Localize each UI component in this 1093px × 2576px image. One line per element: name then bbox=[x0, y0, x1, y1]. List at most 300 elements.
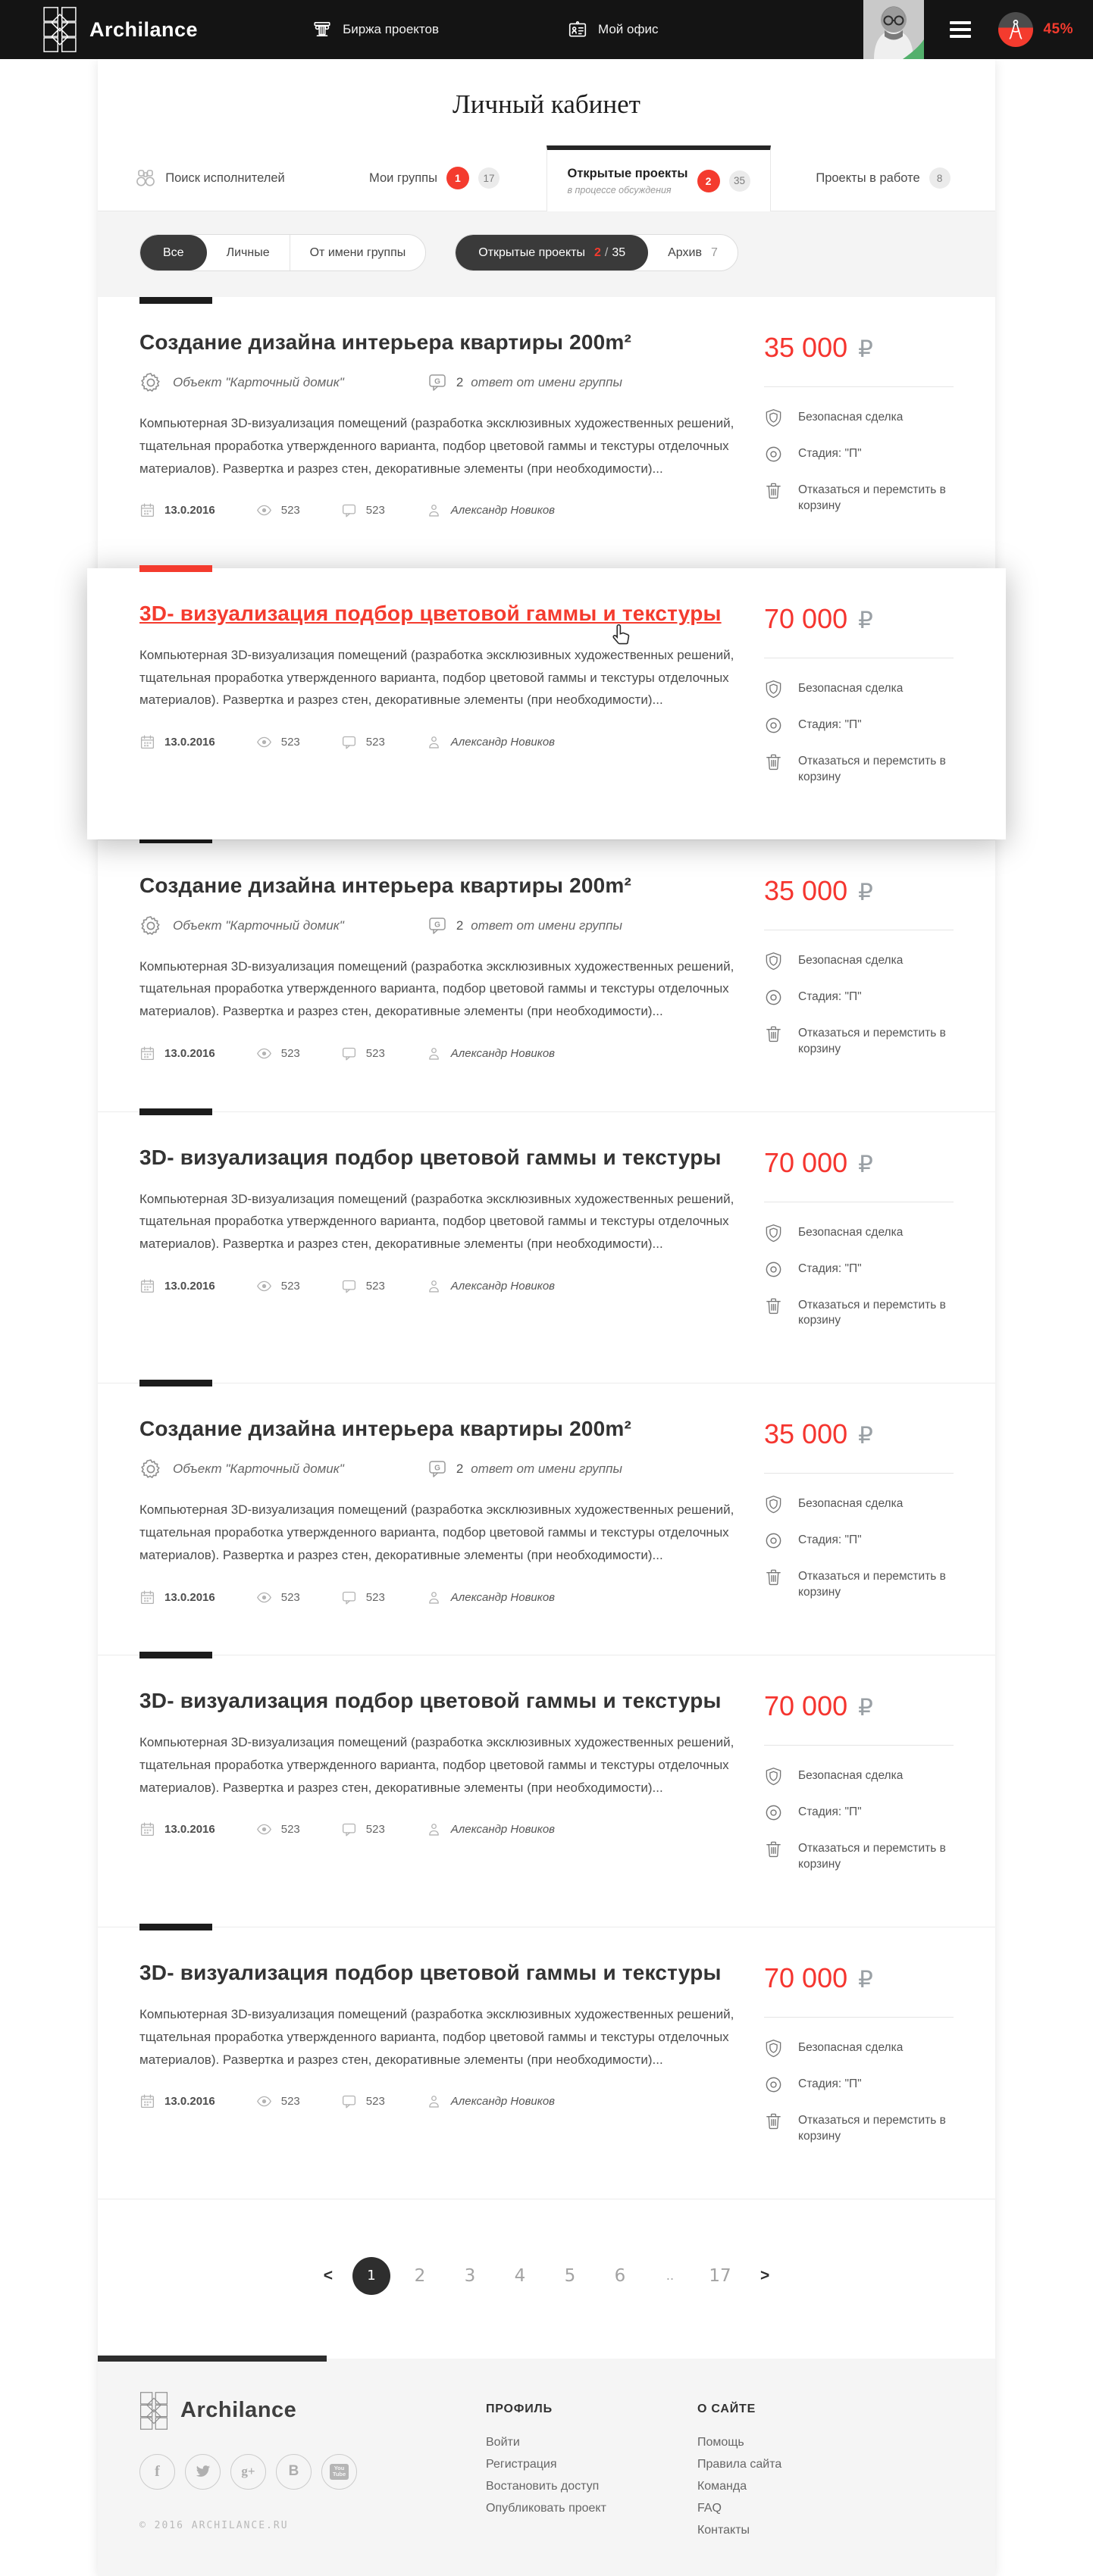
meta-comments bbox=[341, 2093, 385, 2109]
project-card bbox=[98, 1383, 995, 1655]
price bbox=[764, 1962, 954, 1994]
project-description: Компьютерная 3D-визуализация помещений (разработка эксклюзивных художественных решений, тщательная проработка утвержденного варианта, подбор цветовой гаммы и текстуры отделочных материалов). Развертка и разрез стен, декоративные элементы (при необходимости)... bbox=[139, 2007, 734, 2067]
meta-author[interactable] bbox=[426, 1590, 555, 1605]
pagination-ellipsis: .. bbox=[666, 2268, 675, 2284]
card-body bbox=[139, 602, 954, 803]
pagination-page-1[interactable]: 1 bbox=[352, 2257, 390, 2295]
filter-open-projects[interactable] bbox=[456, 235, 648, 270]
meta-date bbox=[139, 2093, 215, 2109]
footer-link bbox=[697, 2436, 781, 2449]
meta-comments bbox=[341, 734, 385, 750]
ruble-sign: ₽ bbox=[858, 606, 873, 633]
card-main bbox=[139, 330, 764, 532]
footer-link-anchor[interactable]: Войти bbox=[486, 2435, 520, 2449]
meta-comments bbox=[341, 1278, 385, 1294]
page-container bbox=[98, 59, 995, 2576]
compass-icon bbox=[1006, 19, 1026, 40]
reply-label: ответ от имени группы bbox=[471, 1462, 622, 1477]
ruble-sign: ₽ bbox=[858, 1150, 873, 1177]
stage[interactable] bbox=[764, 2075, 954, 2094]
card-main bbox=[139, 874, 764, 1075]
meta-date bbox=[139, 1821, 215, 1837]
gear-icon bbox=[139, 914, 162, 937]
nav-my-office[interactable] bbox=[568, 20, 658, 39]
footer-link-anchor[interactable]: Помощь bbox=[697, 2435, 744, 2449]
price bbox=[764, 332, 954, 364]
profile-progress-badge[interactable] bbox=[998, 12, 1033, 47]
reply-count: 2 bbox=[456, 918, 464, 933]
safe-deal-label: Безопасная сделка bbox=[798, 1497, 904, 1511]
card-accent-dash bbox=[139, 1924, 212, 1930]
project-description: Компьютерная 3D-визуализация помещений (разработка эксклюзивных художественных решений, тщательная проработка утвержденного варианта, подбор цветовой гаммы и текстуры отделочных материалов). Развертка и разрез стен, декоративные элементы (при необходимости)... bbox=[139, 647, 734, 708]
author-name: Александр Новиков bbox=[450, 1590, 556, 1604]
footer-link-anchor[interactable]: Востановить доступ bbox=[486, 2479, 600, 2493]
author-name: Александр Новиков bbox=[450, 736, 556, 749]
author-name: Александр Новиков bbox=[450, 504, 556, 517]
safe-deal[interactable] bbox=[764, 408, 954, 427]
person-icon bbox=[426, 1821, 442, 1837]
discard-to-trash[interactable] bbox=[764, 481, 954, 514]
avatar-photo bbox=[863, 0, 924, 59]
calendar-icon bbox=[139, 734, 155, 750]
tab-my-groups[interactable] bbox=[322, 145, 546, 211]
filter-archive[interactable] bbox=[648, 235, 738, 270]
stage[interactable] bbox=[764, 1531, 954, 1550]
total-count-badge: 35 bbox=[729, 170, 750, 192]
google-plus-icon[interactable]: g+ bbox=[230, 2454, 266, 2490]
eye-icon bbox=[256, 1590, 272, 1605]
safe-deal[interactable] bbox=[764, 2039, 954, 2058]
archive-count: 7 bbox=[710, 245, 718, 259]
safe-deal-label: Безопасная сделка bbox=[798, 2041, 904, 2055]
safe-deal-label: Безопасная сделка bbox=[798, 681, 904, 695]
filter-label: Архив bbox=[668, 245, 702, 259]
footer-link-anchor[interactable]: Контакты bbox=[697, 2523, 750, 2537]
card-main bbox=[139, 1417, 764, 1618]
comments-value: 523 bbox=[365, 736, 385, 749]
card-main bbox=[139, 1689, 764, 1890]
column-icon bbox=[312, 20, 332, 39]
project-title[interactable]: 3D- визуализация подбор цветовой гаммы и текстуры bbox=[139, 1145, 722, 1169]
tab-label-group bbox=[567, 167, 687, 195]
filter-bar bbox=[98, 211, 995, 297]
meta-author[interactable] bbox=[426, 1046, 555, 1061]
stage-target-icon bbox=[764, 716, 783, 735]
footer-link-anchor[interactable]: Регистрация bbox=[486, 2457, 557, 2471]
comments-value: 523 bbox=[365, 1590, 385, 1604]
stage[interactable] bbox=[764, 1803, 954, 1822]
discard-label: Отказаться и перемстить в корзину bbox=[798, 2114, 946, 2143]
trash-icon bbox=[764, 2112, 783, 2131]
behance-icon[interactable]: B bbox=[276, 2454, 312, 2490]
menu-burger-icon[interactable] bbox=[950, 17, 971, 42]
status-filter-group bbox=[455, 234, 738, 271]
meta-author[interactable] bbox=[426, 1278, 555, 1294]
footer-column-title: О САЙТЕ bbox=[697, 2402, 756, 2415]
author-name: Александр Новиков bbox=[450, 1823, 556, 1837]
comment-icon bbox=[341, 1590, 357, 1605]
meta-comments bbox=[341, 1821, 385, 1837]
price-value: 35 000 bbox=[764, 332, 848, 363]
meta-views bbox=[256, 2093, 300, 2109]
price bbox=[764, 603, 954, 635]
discard-label: Отказаться и перемстить в корзину bbox=[798, 1026, 946, 1055]
stage-target-icon bbox=[764, 988, 783, 1007]
meta-author[interactable] bbox=[426, 1821, 555, 1837]
person-icon bbox=[426, 734, 442, 750]
eye-icon bbox=[256, 1278, 272, 1294]
footer-accent-bar bbox=[98, 2356, 327, 2362]
comment-icon bbox=[341, 1278, 357, 1294]
pagination-page-3[interactable]: 3 bbox=[464, 2265, 476, 2286]
views-value: 523 bbox=[280, 1823, 300, 1837]
stage[interactable] bbox=[764, 716, 954, 735]
discard-label: Отказаться и перемстить в корзину bbox=[798, 483, 946, 512]
header-right bbox=[863, 0, 1093, 59]
price bbox=[764, 1147, 954, 1179]
social-links bbox=[139, 2454, 357, 2490]
stage-target-icon bbox=[764, 1803, 783, 1822]
card-object-row bbox=[139, 1458, 764, 1480]
stage[interactable] bbox=[764, 445, 954, 464]
footer-link-anchor[interactable]: FAQ bbox=[697, 2501, 722, 2515]
footer-link-anchor[interactable]: Команда bbox=[697, 2479, 747, 2493]
ruble-sign: ₽ bbox=[858, 1966, 873, 1993]
card-body bbox=[139, 1689, 954, 1890]
footer-link bbox=[486, 2436, 606, 2449]
comments-value: 523 bbox=[365, 504, 385, 517]
price-value: 70 000 bbox=[764, 1146, 848, 1178]
discard-to-trash[interactable] bbox=[764, 1024, 954, 1058]
date-value: 13.0.2016 bbox=[164, 1590, 215, 1604]
ownership-filter-group bbox=[139, 234, 426, 271]
group-replies[interactable] bbox=[427, 1459, 622, 1479]
stage-label: Стадия: "П" bbox=[798, 2077, 862, 2091]
discard-to-trash[interactable] bbox=[764, 2112, 954, 2145]
nav-project-exchange[interactable] bbox=[312, 20, 439, 39]
pagination-next[interactable]: > bbox=[760, 2266, 770, 2284]
pagination-page-5[interactable]: 5 bbox=[564, 2265, 576, 2286]
card-main bbox=[139, 602, 764, 803]
safe-deal-label: Безопасная сделка bbox=[798, 1769, 904, 1783]
comment-icon bbox=[341, 1046, 357, 1061]
footer-link bbox=[697, 2502, 781, 2515]
stage-label: Стадия: "П" bbox=[798, 1533, 862, 1547]
stage-label: Стадия: "П" bbox=[798, 1805, 862, 1819]
filter-on-behalf-of-group[interactable]: От имени группы bbox=[309, 245, 406, 259]
discard-to-trash[interactable] bbox=[764, 1568, 954, 1601]
project-title[interactable]: 3D- визуализация подбор цветовой гаммы и текстуры bbox=[139, 601, 722, 625]
twitter-icon[interactable] bbox=[185, 2454, 221, 2490]
trash-icon bbox=[764, 1024, 783, 1043]
safe-deal[interactable] bbox=[764, 1224, 954, 1243]
price bbox=[764, 875, 954, 907]
group-replies[interactable] bbox=[427, 373, 622, 392]
project-description: Компьютерная 3D-визуализация помещений (разработка эксклюзивных художественных решений, тщательная проработка утвержденного варианта, подбор цветовой гаммы и текстуры отделочных материалов). Развертка и разрез стен, декоративные элементы (при необходимости)... bbox=[139, 1191, 734, 1252]
tab-subtitle: в процессе обсуждения bbox=[567, 184, 672, 195]
calendar-icon bbox=[139, 1278, 155, 1294]
filter-personal[interactable]: Личные bbox=[207, 235, 290, 270]
project-description: Компьютерная 3D-визуализация помещений (разработка эксклюзивных художественных решений, тщательная проработка утвержденного варианта, подбор цветовой гаммы и текстуры отделочных материалов). Развертка и разрез стен, декоративные элементы (при необходимости)... bbox=[139, 1502, 734, 1562]
object-label[interactable]: Объект "Карточный домик" bbox=[173, 918, 344, 933]
discard-label: Отказаться и перемстить в корзину bbox=[798, 754, 946, 783]
project-title[interactable]: 3D- визуализация подбор цветовой гаммы и текстуры bbox=[139, 1689, 722, 1713]
card-main bbox=[139, 1961, 764, 2162]
project-description: Компьютерная 3D-визуализация помещений (разработка эксклюзивных художественных решений, тщательная проработка утвержденного варианта, подбор цветовой гаммы и текстуры отделочных материалов). Развертка и разрез стен, декоративные элементы (при необходимости)... bbox=[139, 1735, 734, 1795]
meta-author[interactable] bbox=[426, 2093, 555, 2109]
group-replies[interactable] bbox=[427, 916, 622, 936]
shield-icon bbox=[764, 952, 783, 971]
discard-to-trash[interactable] bbox=[764, 752, 954, 786]
filter-all[interactable]: Все bbox=[140, 235, 207, 270]
group-chat-icon bbox=[427, 916, 447, 936]
shield-icon bbox=[764, 1767, 783, 1786]
meta-comments bbox=[341, 502, 385, 518]
calendar-icon bbox=[139, 502, 155, 518]
pagination-prev[interactable]: < bbox=[323, 2266, 333, 2284]
shield-icon bbox=[764, 1495, 783, 1514]
price bbox=[764, 1418, 954, 1450]
youtube-icon[interactable]: You Tube bbox=[321, 2454, 357, 2490]
new-count-badge: 2 bbox=[697, 170, 720, 192]
footer-link bbox=[486, 2458, 606, 2471]
ruble-sign: ₽ bbox=[858, 1422, 873, 1449]
card-body bbox=[139, 1146, 954, 1347]
card-accent-dash bbox=[139, 297, 212, 304]
card-side-panel bbox=[764, 330, 954, 532]
views-value: 523 bbox=[280, 504, 300, 517]
discard-label: Отказаться и перемстить в корзину bbox=[798, 1570, 946, 1599]
card-side-panel bbox=[764, 602, 954, 803]
footer-column-title: ПРОФИЛЬ bbox=[486, 2402, 553, 2415]
person-icon bbox=[426, 502, 442, 518]
user-avatar[interactable] bbox=[863, 0, 924, 59]
card-accent-dash bbox=[139, 1652, 212, 1658]
footer-column-profile bbox=[486, 2392, 606, 2546]
stage-label: Стадия: "П" bbox=[798, 989, 862, 1003]
side-divider bbox=[764, 2017, 954, 2018]
date-value: 13.0.2016 bbox=[164, 504, 215, 517]
pagination bbox=[98, 2199, 995, 2359]
open-count: 2 bbox=[593, 245, 601, 259]
price-value: 70 000 bbox=[764, 602, 848, 634]
svg-text:G: G bbox=[434, 921, 440, 930]
tab-open-projects[interactable] bbox=[546, 145, 771, 211]
archilance-logo-icon bbox=[42, 7, 77, 52]
meta-comments bbox=[341, 1590, 385, 1605]
stage[interactable] bbox=[764, 1260, 954, 1279]
project-description: Компьютерная 3D-визуализация помещений (разработка эксклюзивных художественных решений, тщательная проработка утвержденного варианта, подбор цветовой гаммы и текстуры отделочных материалов). Развертка и разрез стен, декоративные элементы (при необходимости)... bbox=[139, 416, 734, 476]
price-value: 70 000 bbox=[764, 1962, 848, 1994]
facebook-icon[interactable]: f bbox=[139, 2454, 175, 2490]
stage-target-icon bbox=[764, 2075, 783, 2094]
eye-icon bbox=[256, 502, 272, 518]
comments-value: 523 bbox=[365, 1823, 385, 1837]
object-label[interactable]: Объект "Карточный домик" bbox=[173, 375, 344, 389]
card-meta-row bbox=[139, 734, 764, 750]
stage-label: Стадия: "П" bbox=[798, 717, 862, 731]
tab-projects-in-work[interactable] bbox=[771, 145, 995, 211]
price bbox=[764, 1690, 954, 1722]
binoculars-icon bbox=[135, 168, 156, 188]
meta-date bbox=[139, 1590, 215, 1605]
meta-views bbox=[256, 1821, 300, 1837]
footer-brand[interactable] bbox=[139, 2392, 357, 2430]
safe-deal[interactable] bbox=[764, 1767, 954, 1786]
project-description: Компьютерная 3D-визуализация помещений (разработка эксклюзивных художественных решений, тщательная проработка утвержденного варианта, подбор цветовой гаммы и текстуры отделочных материалов). Развертка и разрез стен, декоративные элементы (при необходимости)... bbox=[139, 958, 734, 1019]
trash-icon bbox=[764, 752, 783, 771]
meta-views bbox=[256, 734, 300, 750]
card-object-row bbox=[139, 914, 764, 937]
safe-deal[interactable] bbox=[764, 680, 954, 699]
footer-link bbox=[486, 2502, 606, 2515]
person-icon bbox=[426, 1046, 442, 1061]
meta-comments bbox=[341, 1046, 385, 1061]
views-value: 523 bbox=[280, 2095, 300, 2109]
tabs-bar bbox=[98, 145, 995, 211]
gear-icon bbox=[139, 371, 162, 394]
new-count-badge: 1 bbox=[446, 167, 469, 189]
discard-to-trash[interactable] bbox=[764, 1296, 954, 1330]
gear-icon bbox=[139, 1458, 162, 1480]
svg-text:G: G bbox=[434, 377, 440, 386]
card-meta-row bbox=[139, 2093, 764, 2109]
meta-views bbox=[256, 1278, 300, 1294]
side-divider bbox=[764, 1745, 954, 1746]
brand[interactable] bbox=[42, 7, 198, 52]
project-title[interactable]: Создание дизайна интерьера квартиры 200m² bbox=[139, 873, 632, 897]
card-accent-dash bbox=[139, 1108, 212, 1115]
side-divider bbox=[764, 386, 954, 387]
views-value: 523 bbox=[280, 1046, 300, 1060]
safe-deal[interactable] bbox=[764, 952, 954, 971]
filter-label: Открытые проекты bbox=[478, 245, 585, 259]
comments-value: 523 bbox=[365, 2095, 385, 2109]
project-card bbox=[87, 568, 1006, 839]
ruble-sign: ₽ bbox=[858, 1694, 873, 1721]
meta-views bbox=[256, 502, 300, 518]
eye-icon bbox=[256, 1821, 272, 1837]
id-card-icon bbox=[568, 20, 587, 39]
card-body bbox=[139, 330, 954, 532]
mouse-cursor-icon bbox=[610, 623, 633, 647]
footer-column-about bbox=[697, 2392, 781, 2546]
date-value: 13.0.2016 bbox=[164, 1823, 215, 1837]
page-footer bbox=[98, 2359, 995, 2576]
date-value: 13.0.2016 bbox=[164, 736, 215, 749]
card-body bbox=[139, 874, 954, 1075]
footer-link bbox=[486, 2480, 606, 2493]
price-value: 35 000 bbox=[764, 874, 848, 906]
calendar-icon bbox=[139, 2093, 155, 2109]
pagination-page-4[interactable]: 4 bbox=[514, 2265, 526, 2286]
price-value: 70 000 bbox=[764, 1690, 848, 1722]
project-card bbox=[98, 1111, 995, 1383]
card-side-panel bbox=[764, 1689, 954, 1890]
date-value: 13.0.2016 bbox=[164, 1279, 215, 1293]
project-title[interactable]: Создание дизайна интерьера квартиры 200m² bbox=[139, 1417, 632, 1441]
stage-label: Стадия: "П" bbox=[798, 1261, 862, 1275]
stage-target-icon bbox=[764, 445, 783, 464]
calendar-icon bbox=[139, 1046, 155, 1061]
page-title: Личный кабинет bbox=[453, 89, 640, 119]
discard-to-trash[interactable] bbox=[764, 1840, 954, 1873]
reply-label: ответ от имени группы bbox=[471, 375, 622, 389]
card-meta-row bbox=[139, 1278, 764, 1294]
reply-count: 2 bbox=[456, 375, 464, 389]
side-divider bbox=[764, 1473, 954, 1474]
price-value: 35 000 bbox=[764, 1418, 848, 1450]
stage[interactable] bbox=[764, 988, 954, 1007]
count-separator: / bbox=[604, 245, 609, 259]
object-label[interactable]: Объект "Карточный домик" bbox=[173, 1462, 344, 1477]
meta-author[interactable] bbox=[426, 734, 555, 750]
card-meta-row bbox=[139, 1821, 764, 1837]
group-chat-icon bbox=[427, 1459, 447, 1479]
safe-deal[interactable] bbox=[764, 1495, 954, 1514]
project-card bbox=[98, 1927, 995, 2199]
person-icon bbox=[426, 1278, 442, 1294]
stage-target-icon bbox=[764, 1260, 783, 1279]
pagination-page-17[interactable]: 17 bbox=[709, 2265, 731, 2286]
card-side-panel bbox=[764, 1961, 954, 2162]
calendar-icon bbox=[139, 1590, 155, 1605]
views-value: 523 bbox=[280, 1279, 300, 1293]
trash-icon bbox=[764, 1840, 783, 1859]
comment-icon bbox=[341, 1821, 357, 1837]
discard-label: Отказаться и перемстить в корзину bbox=[798, 1842, 946, 1871]
card-meta-row bbox=[139, 1046, 764, 1061]
footer-link bbox=[697, 2480, 781, 2493]
project-title[interactable]: 3D- визуализация подбор цветовой гаммы и текстуры bbox=[139, 1961, 722, 1985]
meta-date bbox=[139, 502, 215, 518]
tab-label: Мои группы bbox=[369, 170, 437, 185]
stage-label: Стадия: "П" bbox=[798, 447, 862, 460]
total-count-badge: 17 bbox=[478, 167, 500, 189]
tab-search-performers[interactable] bbox=[98, 145, 322, 211]
meta-author[interactable] bbox=[426, 502, 555, 518]
footer-link-anchor[interactable]: Правила сайта bbox=[697, 2457, 782, 2471]
safe-deal-label: Безопасная сделка bbox=[798, 953, 904, 967]
calendar-icon bbox=[139, 1821, 155, 1837]
comments-value: 523 bbox=[365, 1046, 385, 1060]
meta-views bbox=[256, 1046, 300, 1061]
card-meta-row bbox=[139, 1590, 764, 1605]
meta-date bbox=[139, 1278, 215, 1294]
card-meta-row bbox=[139, 502, 764, 518]
discard-label: Отказаться и перемстить в корзину bbox=[798, 1298, 946, 1327]
meta-date bbox=[139, 734, 215, 750]
svg-text:G: G bbox=[434, 1464, 440, 1473]
pagination-page-2[interactable]: 2 bbox=[414, 2265, 426, 2286]
pagination-page-6[interactable]: 6 bbox=[614, 2265, 626, 2286]
project-title[interactable]: Создание дизайна интерьера квартиры 200m² bbox=[139, 330, 632, 354]
reply-label: ответ от имени группы bbox=[471, 918, 622, 933]
group-chat-icon bbox=[427, 373, 447, 392]
top-nav bbox=[198, 20, 772, 39]
shield-icon bbox=[764, 680, 783, 699]
ruble-sign: ₽ bbox=[858, 878, 873, 905]
ruble-sign: ₽ bbox=[858, 336, 873, 362]
person-icon bbox=[426, 1590, 442, 1605]
stage-target-icon bbox=[764, 1531, 783, 1550]
tab-label: Открытые проекты bbox=[567, 166, 688, 180]
footer-link bbox=[697, 2524, 781, 2537]
author-name: Александр Новиков bbox=[450, 1046, 556, 1060]
archilance-logo-icon bbox=[139, 2392, 168, 2430]
footer-link-anchor[interactable]: Опубликовать проект bbox=[486, 2501, 606, 2515]
project-card bbox=[98, 1655, 995, 1927]
